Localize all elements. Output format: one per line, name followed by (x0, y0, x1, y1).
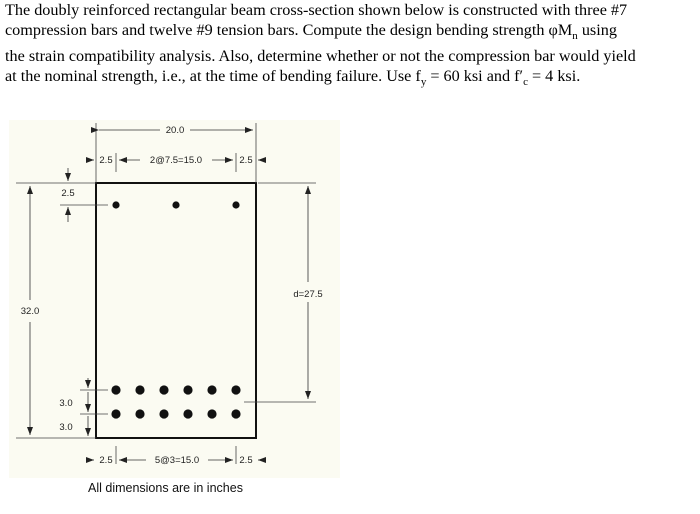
bottom-spacing-label: 5@3=15.0 (154, 455, 200, 466)
compression-bar (112, 201, 119, 208)
tension-bar (111, 409, 120, 418)
depth-dim-label: d=27.5 (293, 289, 323, 300)
problem-line-1: The doubly reinforced rectangular beam cross-section shown below is constructed with three #7 (5, 1, 628, 19)
bottom-left-edge-label: 2.5 (99, 455, 113, 466)
tension-bar (111, 385, 120, 394)
compression-bar (232, 201, 239, 208)
tension-bar (207, 409, 216, 418)
compression-bar (172, 201, 179, 208)
tension-bar (207, 385, 216, 394)
problem-line-2-tail: using (581, 21, 617, 39)
tension-bar (231, 385, 240, 394)
fc-value: = 4 ksi. (527, 67, 581, 86)
compression-bars (112, 201, 239, 208)
problem-line-3: the strain compatibility analysis. Also, determine whether or not the compression bar would yield (5, 47, 636, 66)
fy-subscript: y (420, 76, 427, 89)
tension-bar (183, 409, 192, 418)
layer-spacing-label-2: 3.0 (59, 422, 73, 433)
top-right-edge-label: 2.5 (239, 155, 253, 166)
figure-caption: All dimensions are in inches (88, 481, 243, 495)
tension-bar (135, 385, 144, 394)
tension-bar (183, 385, 192, 394)
height-dim-label: 32.0 (20, 306, 40, 317)
tension-bar (159, 385, 168, 394)
tension-bars (111, 385, 240, 418)
problem-line-4-text: at the nominal strength, i.e., at the time of bending failure. Use f (5, 67, 421, 86)
layer-spacing-label-1: 3.0 (59, 398, 73, 409)
fc-subscript: c (523, 76, 528, 89)
beam-outline (96, 183, 256, 438)
width-dim-label: 20.0 (165, 125, 185, 136)
tension-bar (135, 409, 144, 418)
mn-subscript: n (572, 30, 578, 43)
tension-bar (231, 409, 240, 418)
bottom-right-edge-label: 2.5 (239, 455, 253, 466)
top-cover-label: 2.5 (61, 188, 75, 199)
top-spacing-label: 2@7.5=15.0 (149, 155, 203, 166)
fy-value: = 60 ksi and f′ (426, 67, 524, 86)
problem-line-2-text: compression bars and twelve #9 tension bars. Compute the design bending strength φM (5, 21, 573, 39)
tension-bar (159, 409, 168, 418)
top-left-edge-label: 2.5 (99, 155, 113, 166)
